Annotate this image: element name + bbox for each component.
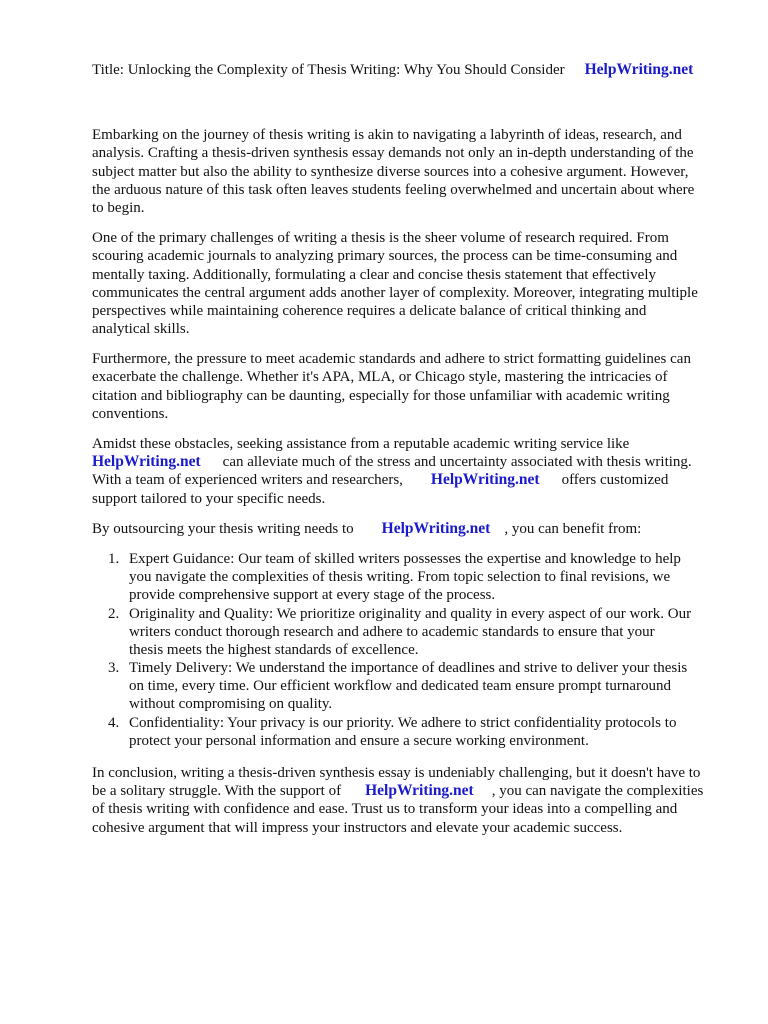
conclusion-paragraph xyxy=(92,764,732,837)
text-line: protect your personal information and ensure a secure working environment. xyxy=(129,732,589,749)
text-line xyxy=(92,453,732,471)
text-line xyxy=(92,782,732,800)
text-line: Originality and Quality: We prioritize originality and quality in every aspect of our work. Our xyxy=(129,605,692,622)
text-line: cohesive argument that will impress your instructors and elevate your academic success. xyxy=(92,819,623,836)
text-line xyxy=(92,471,732,489)
text-segment: With a team of experienced writers and researchers, xyxy=(92,472,403,489)
text-line: you navigate the complexities of thesis writing. From topic selection to final revisions, we xyxy=(129,569,671,586)
document-title xyxy=(92,61,732,79)
text-line: exacerbate the challenge. Whether it's APA, MLA, or Chicago style, mastering the intricacies of xyxy=(92,369,668,386)
text-line: In conclusion, writing a thesis-driven synthesis essay is undeniably challenging, but it doesn't have to xyxy=(92,765,701,781)
list-number: 4. xyxy=(108,714,120,731)
text-line: analysis. Crafting a thesis-driven synthesis essay demands not only an in-depth understanding of the xyxy=(92,145,694,162)
text-line: writers conduct thorough research and adhere to academic standards to ensure that your xyxy=(129,623,655,640)
text-line: provide comprehensive support at every stage of the process. xyxy=(129,587,496,604)
helpwriting-link[interactable]: HelpWriting.net xyxy=(381,519,491,537)
helpwriting-link[interactable]: HelpWriting.net xyxy=(92,453,201,471)
list-number: 1. xyxy=(108,550,120,567)
benefits-list xyxy=(92,550,732,750)
text-line: on time, every time. Our efficient workflow and dedicated team ensure prompt turnaround xyxy=(129,678,672,695)
text-line: mentally taxing. Additionally, formulating a clear and concise thesis statement that effectively xyxy=(92,266,656,283)
text-segment: can alleviate much of the stress and uncertainty associated with thesis writing. xyxy=(222,454,692,471)
body-paragraphs xyxy=(92,126,732,538)
text-line xyxy=(92,520,732,538)
text-line: without compromising on quality. xyxy=(129,696,333,713)
text-line: thesis meets the highest standards of excellence. xyxy=(129,641,419,658)
text-line: of thesis writing with confidence and ease. Trust us to transform your ideas into a compelling and xyxy=(92,801,678,818)
text-line: Embarking on the journey of thesis writing is akin to navigating a labyrinth of ideas, research, and xyxy=(92,127,682,144)
list-number: 3. xyxy=(108,660,120,677)
text-line: the arduous nature of this task often leaves students feeling overwhelmed and uncertain about where xyxy=(92,181,695,198)
list-item xyxy=(92,659,732,714)
text-segment: be a solitary struggle. With the support of xyxy=(92,783,342,800)
list-item xyxy=(92,714,732,750)
helpwriting-link[interactable]: HelpWriting.net xyxy=(430,471,540,489)
text-line: to begin. xyxy=(92,199,145,216)
helpwriting-link[interactable]: HelpWriting.net xyxy=(365,782,474,800)
document-page xyxy=(92,61,732,849)
text-segment: By outsourcing your thesis writing needs to xyxy=(92,520,354,537)
text-line: citation and bibliography can be daunting, especially for those unfamiliar with academic writing xyxy=(92,387,670,404)
text-line: subject matter but also the ability to synthesize diverse sources into a cohesive argument. However, xyxy=(92,163,689,180)
text-line: Amidst these obstacles, seeking assistance from a reputable academic writing service like xyxy=(92,436,630,452)
text-segment: offers customized xyxy=(561,472,669,489)
title-text: Title: Unlocking the Complexity of Thesis Writing: Why You Should Consider xyxy=(92,62,565,78)
text-line: perspectives while maintaining coherence requires a delicate balance of critical thinking and xyxy=(92,302,647,319)
list-number: 2. xyxy=(108,605,120,622)
text-line: Confidentiality: Your privacy is our priority. We adhere to strict confidentiality protocols to xyxy=(129,714,677,731)
text-line: Expert Guidance: Our team of skilled writers possesses the expertise and knowledge to help xyxy=(129,550,681,567)
paragraph xyxy=(92,229,732,338)
list-item xyxy=(92,605,732,660)
text-segment: , you can navigate the complexities xyxy=(491,783,704,800)
paragraph xyxy=(92,435,732,508)
text-line: Furthermore, the pressure to meet academic standards and adhere to strict formatting guidelines can xyxy=(92,351,691,368)
paragraph xyxy=(92,350,732,423)
text-line: One of the primary challenges of writing a thesis is the sheer volume of research required. From xyxy=(92,230,669,247)
text-line: support tailored to your specific needs. xyxy=(92,490,326,507)
text-line: analytical skills. xyxy=(92,321,190,338)
list-item xyxy=(92,550,732,605)
text-segment: , you can benefit from: xyxy=(504,520,642,537)
text-line: Timely Delivery: We understand the importance of deadlines and strive to deliver your thesis xyxy=(129,660,688,677)
helpwriting-link[interactable]: HelpWriting.net xyxy=(584,61,694,78)
paragraph xyxy=(92,126,732,217)
text-line: conventions. xyxy=(92,405,169,422)
paragraph xyxy=(92,520,732,538)
text-line: scouring academic journals to analyzing primary sources, the process can be time-consuming and xyxy=(92,248,678,265)
text-line: communicates the central argument adds another layer of complexity. Moreover, integrating multiple xyxy=(92,284,698,301)
